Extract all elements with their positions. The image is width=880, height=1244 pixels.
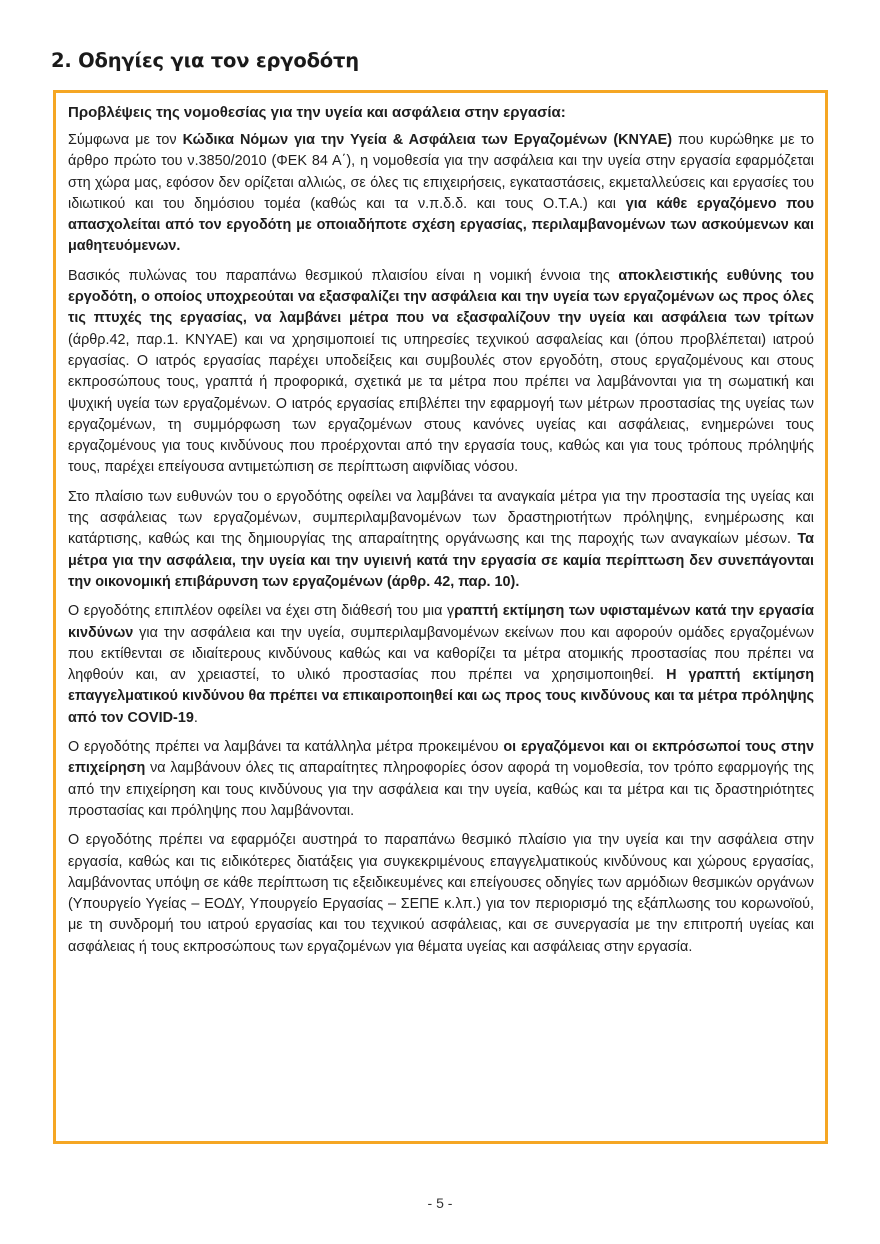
bold-text: Η γραπτή εκτίμηση επαγγελματικού κινδύνου θα πρέπει να επικαιροποιηθεί και ως προς τους κινδύνους και τα μέτρα πρόληψης από τον COVID-19 [68,667,814,726]
bold-text: αποκλειστικής ευθύνης του εργοδότη, ο οποίος υποχρεούται να εξασφαλίζει την ασφάλεια και την υγεία των εργαζομένων ως προς όλες τις πτυχές της εργασίας, να λαμβάνει μέτρα που να εξασφαλίζουν την υγεία και ασφάλεια των τρίτων [68,267,814,327]
bold-text: Τα μέτρα για την ασφάλεια, την υγεία και την υγιεινή κατά την εργασία σε καμία περίπτωση δεν συνεπάγονται την οικονομική επιβάρυνση των εργαζομένων (άρθρ. 42, παρ. 10). [68,531,814,590]
text-run: Στο πλαίσιο των ευθυνών του ο εργοδότης οφείλει να λαμβάνει τα αναγκαία μέτρα για την προστασία της υγείας και της ασφάλειας των εργαζομένων, συμπεριλαμβανομένων των δραστηριοτήτων πρόληψης, ενημέρωσης και κατάρτισης, καθώς και της δημιουργίας της απαραίτητης οργάνωσης και της παροχής των αναγκαίων μέσων. [68,488,814,548]
text-run: να λαμβάνουν όλες τις απαραίτητες πληροφορίες όσον αφορά τη νομοθεσία, τον τρόπο εφαρμογής της από την επιχείρηση και τους κινδύνους για την ασφάλεια και την υγεία, καθώς και τα μέτρα και τις δραστηριότητες προστασίας και πρόληψης που λαμβάνονται. [68,760,814,819]
text-run: Βασικός πυλώνας του παραπάνω θεσμικού πλαισίου είναι η νομική έννοια της [68,267,619,284]
paragraph [68,130,814,258]
bold-text: ραπτή εκτίμηση των υφισταμένων κατά την εργασία κινδύνων [68,603,814,641]
info-box-title: Προβλέψεις της νομοθεσίας για την υγεία και ασφάλεια στην εργασία: [68,104,566,121]
text-run: Σύμφωνα με τον [68,132,183,148]
text-run: . [193,709,198,726]
bold-text: Κώδικα Νόμων για την Υγεία & Ασφάλεια των Εργαζομένων (ΚΝΥΑΕ) [182,132,672,148]
paragraph [68,487,814,593]
paragraph [68,601,814,729]
paragraph [68,266,814,479]
text-run: Ο εργοδότης πρέπει να εφαρμόζει αυστηρά το παραπάνω θεσμικό πλαίσιο για την υγεία και την ασφάλεια στην εργασία, καθώς και τις ειδικότερες διατάξεις για συγκεκριμένους επαγγελματικούς κινδύνους και χώρους εργασίας, λαμβάνοντας υπόψη σε κάθε περίπτωση τις εξειδικευμένες και επείγουσες οδηγίες των αρμόδιων θεσμικών οργάνων (Υπουργείο Υγείας – ΕΟΔΥ, Υπουργείο Εργασίας – ΣΕΠΕ κ.λπ.) για τον περιορισμό της εξάπλωσης του κορωνοϊού, με τη συνδρομή του ιατρού εργασίας και του τεχνικού ασφάλειας, και σε συνεργασία με την επιτροπή υγείας και ασφάλειας ή τους εκπροσώπους των εργαζομένων για θέματα υγείας και ασφάλειας στην εργασία. [68,832,814,955]
text-run: για την ασφάλεια και την υγεία, συμπεριλαμβανομένων εκείνων που και αφορούν ομάδες εργαζομένων που εκτίθενται σε ιδιαίτερους κινδύνους καθώς και να καθορίζει τα μέτρα ατομικής προστασίας που πρέπει να ληφθούν και, αν χρειαστεί, το υλικό προστασίας που πρέπει να χρησιμοποιηθεί. [68,624,814,684]
text-run: Ο εργοδότης πρέπει να λαμβάνει τα κατάλληλα μέτρα προκειμένου [68,739,504,756]
text-run: που κυρώθηκε με το άρθρο πρώτο του ν.3850/2010 (ΦΕΚ 84 Α΄), η νομοθεσία για την ασφάλεια και την υγεία στην εργασία εφαρμόζεται στη χώρα μας, εφόσον δεν ορίζεται αλλιώς, σε όλες τις επιχειρήσεις, εγκαταστάσεις, εκμεταλλεύσεις και εργασίες του ιδιωτικού και του δημόσιου τομέα (καθώς και τα ν.π.δ.δ. και τους Ο.Τ.Α.) και [68,132,814,212]
section-heading: 2. Οδηγίες για τον εργοδότη [51,49,359,72]
page-number: - 5 - [427,1195,453,1211]
text-run: Ο εργοδότης επιπλέον οφείλει να έχει στη διάθεσή του μια γ [68,603,455,620]
text-run: (άρθρ.42, παρ.1. ΚΝΥΑΕ) και να χρησιμοποιεί τις υπηρεσίες τεχνικού ασφαλείας και (όπου προβλέπεται) ιατρού εργασίας. Ο ιατρός εργασίας παρέχει υποδείξεις και συμβουλές στον εργοδότη, στους εργαζομένους και στους εκπροσώπους τους, γραπτά ή προφορικά, σχετικά με τα μέτρα που πρέπει να λαμβάνονται για τη σωματική και ψυχική υγεία των εργαζομένων. Ο ιατρός εργασίας επιβλέπει την εφαρμογή των μέτρων προστασίας της υγείας των εργαζομένων, τη συμμόρφωση των εργαζομένων στους κανόνες υγείας και ασφάλειας, ενημερώνει τους εργαζομένους για τους κινδύνους που προέρχονται από την εργασία τους, καθώς και για τους τρόπους πρόληψής τους, παρέχει επείγουσα αντιμετώπιση σε περίπτωση αιφνίδιας νόσου. [68,331,814,476]
paragraph [68,737,814,822]
bold-text: για κάθε εργαζόμενο που απασχολείται από τον εργοδότη με οποιαδήποτε σχέση εργασίας, περιλαμβανομένων των ασκούμενων και μαθητευόμενων. [68,195,815,255]
legislation-info-box [53,90,828,1144]
info-box-body [68,130,814,958]
bold-text: οι εργαζόμενοι και οι εκπρόσωποί τους στην επιχείρηση [68,739,814,777]
paragraph [68,830,814,958]
